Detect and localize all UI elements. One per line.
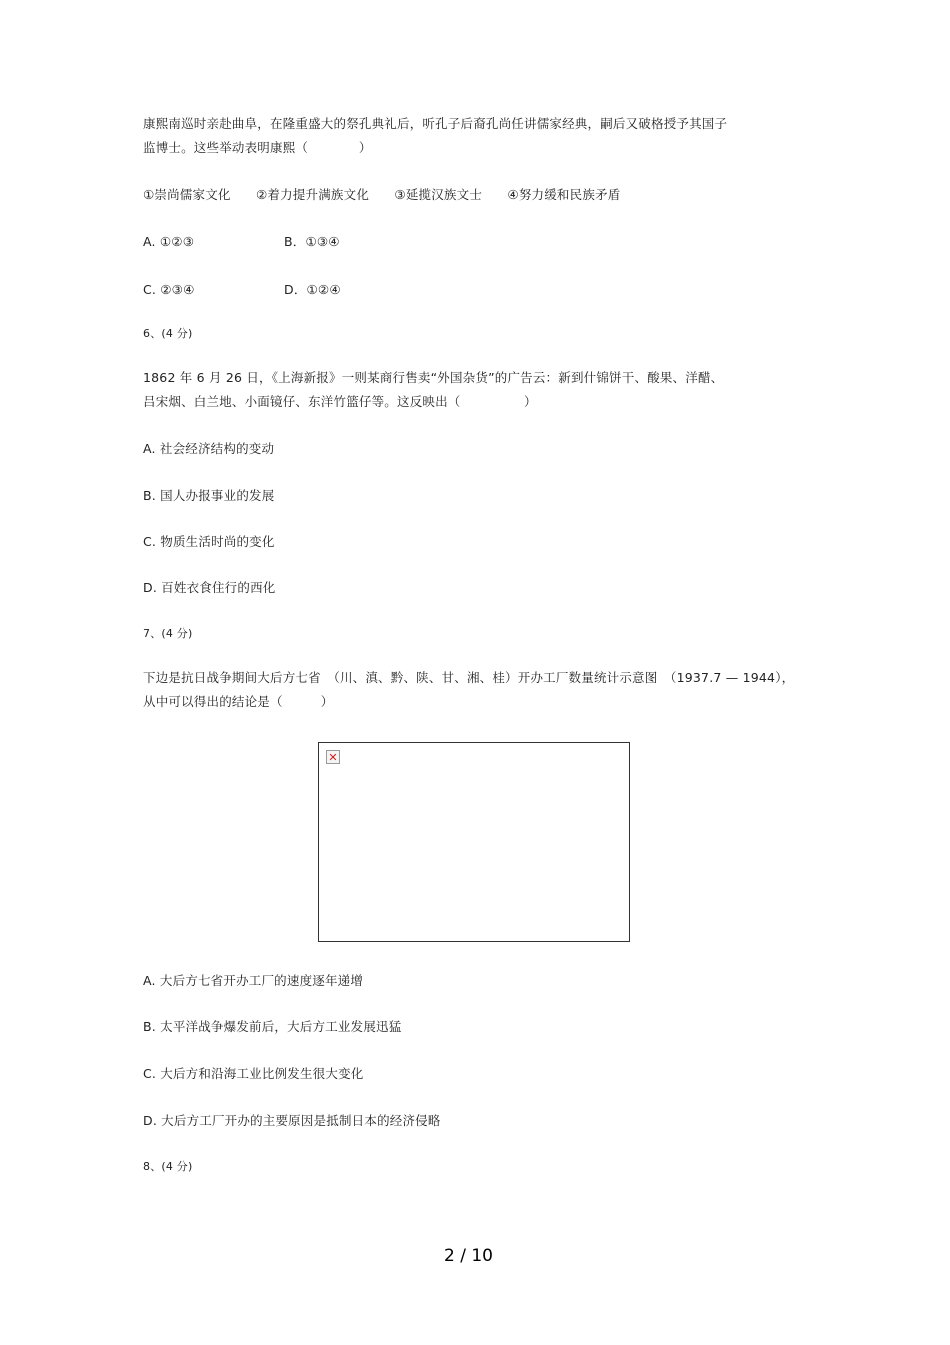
q7-option-d: D. 大后方工厂开办的主要原因是抵制日本的经济侵略 [143, 1113, 441, 1128]
q6-option-c: C. 物质生活时尚的变化 [143, 534, 275, 549]
q6-option-d: D. 百姓衣食住行的西化 [143, 580, 276, 595]
q5-option-a: A. ①②③ [143, 234, 195, 249]
q6-option-a: A. 社会经济结构的变动 [143, 441, 275, 456]
q6-stem-line1: 1862 年 6 月 26 日，《上海新报》一则某商行售卖“外国杂货”的广告云：新到什锦饼干、酸果、洋醋、 [143, 370, 724, 385]
broken-image-icon: ✕ [326, 750, 340, 764]
q7-stem-line1: 下边是抗日战争期间大后方七省 （川、滇、黔、陕、甘、湘、桂）开办工厂数量统计示意图 （1937.7 — 1944）， [143, 670, 795, 685]
q6-header: 6、(4 分) [143, 327, 193, 340]
q7-option-b: B. 太平洋战争爆发前后，大后方工业发展迅猛 [143, 1019, 402, 1034]
q6-stem-line2: 吕宋烟、白兰地、小面镜仔、东洋竹篮仔等。这反映出（ ） [143, 394, 537, 409]
q7-header: 7、(4 分) [143, 627, 193, 640]
q5-stem-line1: 康熙南巡时亲赴曲阜，在隆重盛大的祭孔典礼后，听孔子后裔孔尚任讲儒家经典，嗣后又破格授予其国子 [143, 116, 728, 131]
q5-option-b: B．①③④ [284, 234, 340, 249]
page-number: 2 / 10 [444, 1246, 493, 1266]
q7-chart-image-placeholder [318, 742, 630, 942]
q8-header: 8、(4 分) [143, 1160, 193, 1173]
q5-statements: ①崇尚儒家文化 ②着力提升满族文化 ③延揽汉族文士 ④努力缓和民族矛盾 [143, 187, 621, 202]
q7-option-c: C. 大后方和沿海工业比例发生很大变化 [143, 1066, 364, 1081]
q7-stem-line2: 从中可以得出的结论是（ ） [143, 694, 334, 709]
q5-option-c: C. ②③④ [143, 282, 195, 297]
q5-option-d: D．①②④ [284, 282, 341, 297]
q5-stem-line2: 监博士。这些举动表明康熙（ ） [143, 140, 372, 155]
q6-option-b: B. 国人办报事业的发展 [143, 488, 275, 503]
q7-option-a: A. 大后方七省开办工厂的速度逐年递增 [143, 973, 364, 988]
